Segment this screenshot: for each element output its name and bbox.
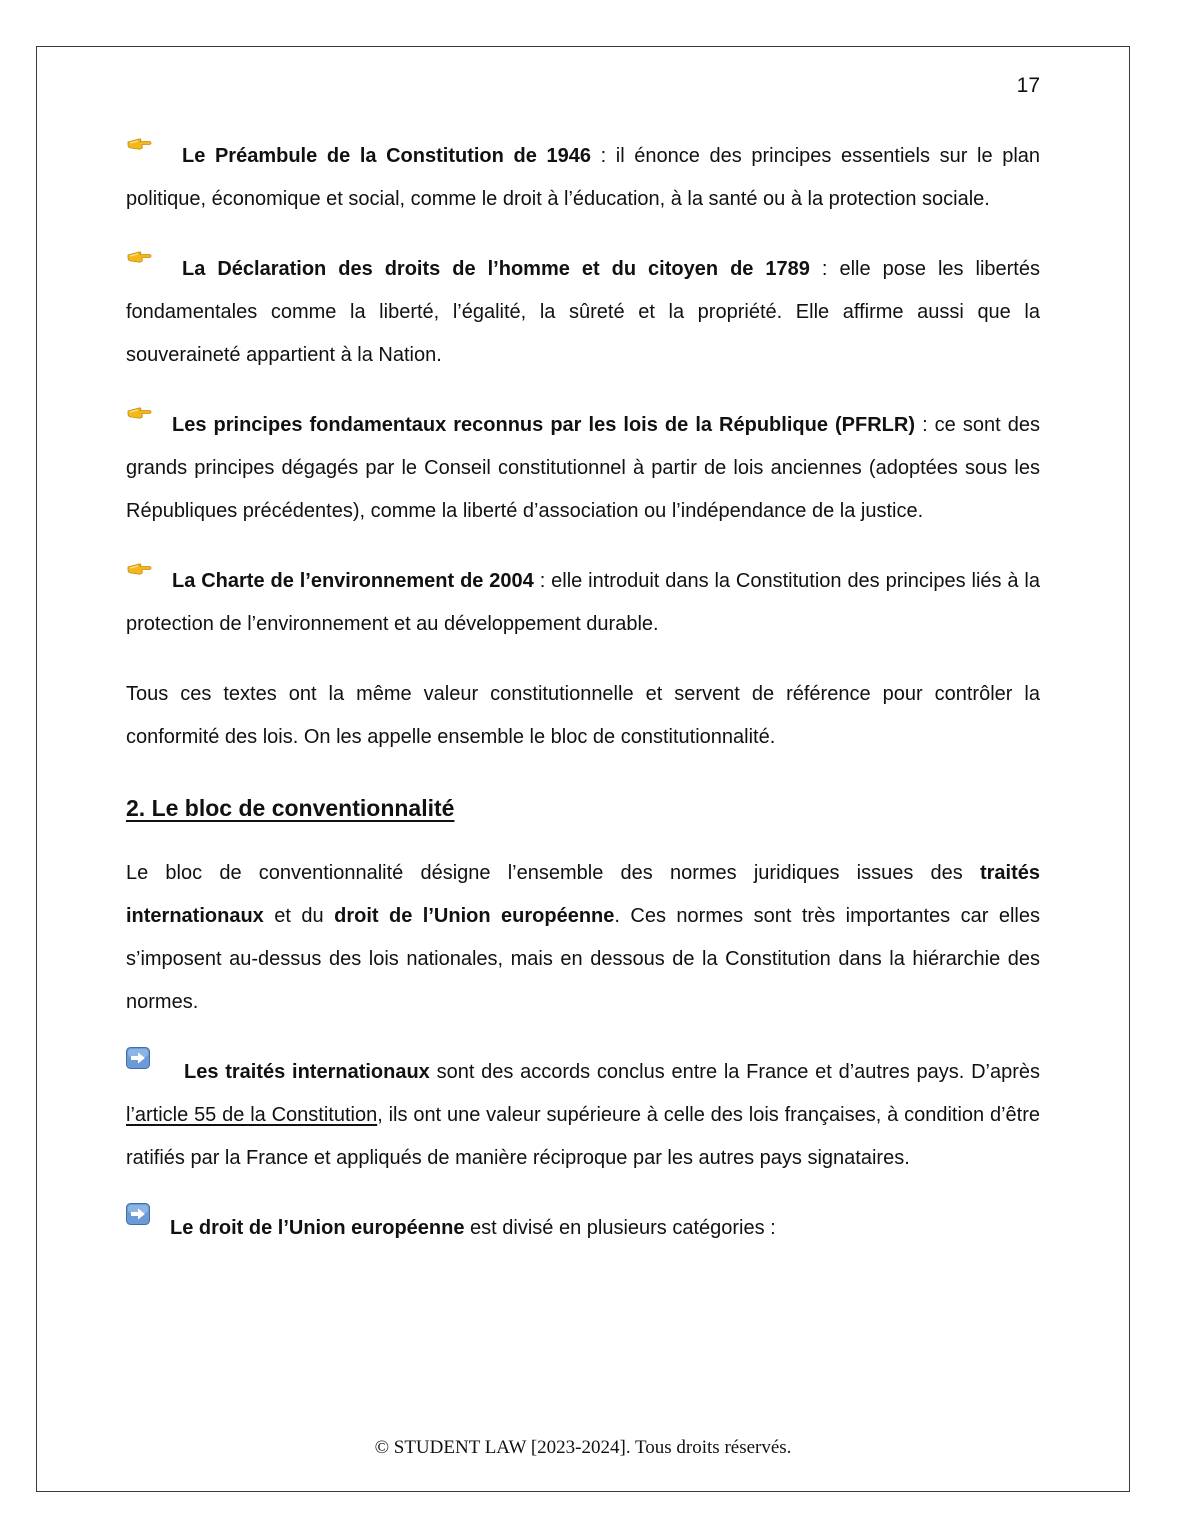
- list-item-preambule-1946: [126, 135, 1040, 221]
- item-title: Les traités internationaux: [184, 1061, 430, 1083]
- intro-text: Le bloc de conventionnalité désigne l’ensemble des normes juridiques issues des: [126, 862, 980, 884]
- list-item-declaration-1789: [126, 248, 1040, 377]
- item-text: : ce sont des grands principes dégagés par le Conseil constitutionnel à partir de lois anciennes (adoptées sous les Républiques précédentes), comme la liberté d’association ou l’indépendance de la justice.: [126, 414, 1040, 522]
- intro-text: . Ces normes sont très importantes car elles s’imposent au-dessus des lois nationales, mais en dessous de la Constitution dans la hiérarchie des normes.: [126, 905, 1040, 1013]
- item-text: : elle pose les libertés fondamentales comme la liberté, l’égalité, la sûreté et la propriété. Elle affirme aussi que la souveraineté appartient à la Nation.: [126, 258, 1040, 366]
- pointing-hand-icon: [126, 405, 152, 423]
- section-title: 2. Le bloc de conventionnalité: [126, 795, 455, 821]
- item-text: : elle introduit dans la Constitution des principes liés à la protection de l’environnement et au développement durable.: [126, 570, 1040, 635]
- intro-text: et du: [263, 905, 335, 927]
- intro-paragraph: [126, 852, 1040, 1024]
- conclusion-paragraph: Tous ces textes ont la même valeur constitutionnelle et servent de référence pour contrôler la conformité des lois. On les appelle ensemble le bloc de constitutionnalité.: [126, 683, 1040, 748]
- list-item-pfrlr: [126, 404, 1040, 533]
- copyright-footer: © STUDENT LAW [2023-2024]. Tous droits réservés.: [374, 1437, 792, 1458]
- pointing-hand-icon: [126, 136, 152, 154]
- item-text: sont des accords conclus entre la France et d’autres pays. D’après: [429, 1061, 1040, 1083]
- page-number: 17: [1016, 74, 1040, 97]
- item-title: Le droit de l’Union européenne: [170, 1217, 465, 1239]
- right-arrow-icon: [126, 1203, 150, 1225]
- item-text: est divisé en plusieurs catégories :: [464, 1217, 776, 1239]
- item-title: La Déclaration des droits de l’homme et du citoyen de 1789: [182, 258, 810, 280]
- item-title: La Charte de l’environnement de 2004: [172, 570, 534, 592]
- document-body: [126, 135, 1040, 1250]
- item-title: Les principes fondamentaux reconnus par les lois de la République (PFRLR): [172, 414, 915, 436]
- right-arrow-icon: [126, 1047, 150, 1069]
- list-item-treaties: [126, 1051, 1040, 1180]
- list-item-eu-law: [126, 1207, 1040, 1250]
- article-55-link[interactable]: l’article 55 de la Constitution: [126, 1104, 378, 1126]
- item-title: Le Préambule de la Constitution de 1946: [182, 145, 591, 167]
- list-item-charte-2004: [126, 560, 1040, 646]
- pointing-hand-icon: [126, 249, 152, 267]
- item-text: : il énonce des principes essentiels sur le plan politique, économique et social, comme le droit à l’éducation, à la santé ou à la protection sociale.: [126, 145, 1041, 210]
- pointing-hand-icon: [126, 561, 152, 579]
- intro-bold-eu-law: droit de l’Union européenne: [334, 905, 615, 927]
- intro-bold-treaties: traités internationaux: [126, 862, 1040, 927]
- item-text: , ils ont une valeur supérieure à celle des lois françaises, à condition d’être ratifiés par la France et appliqués de manière réciproque par les autres pays signataires.: [126, 1104, 1040, 1169]
